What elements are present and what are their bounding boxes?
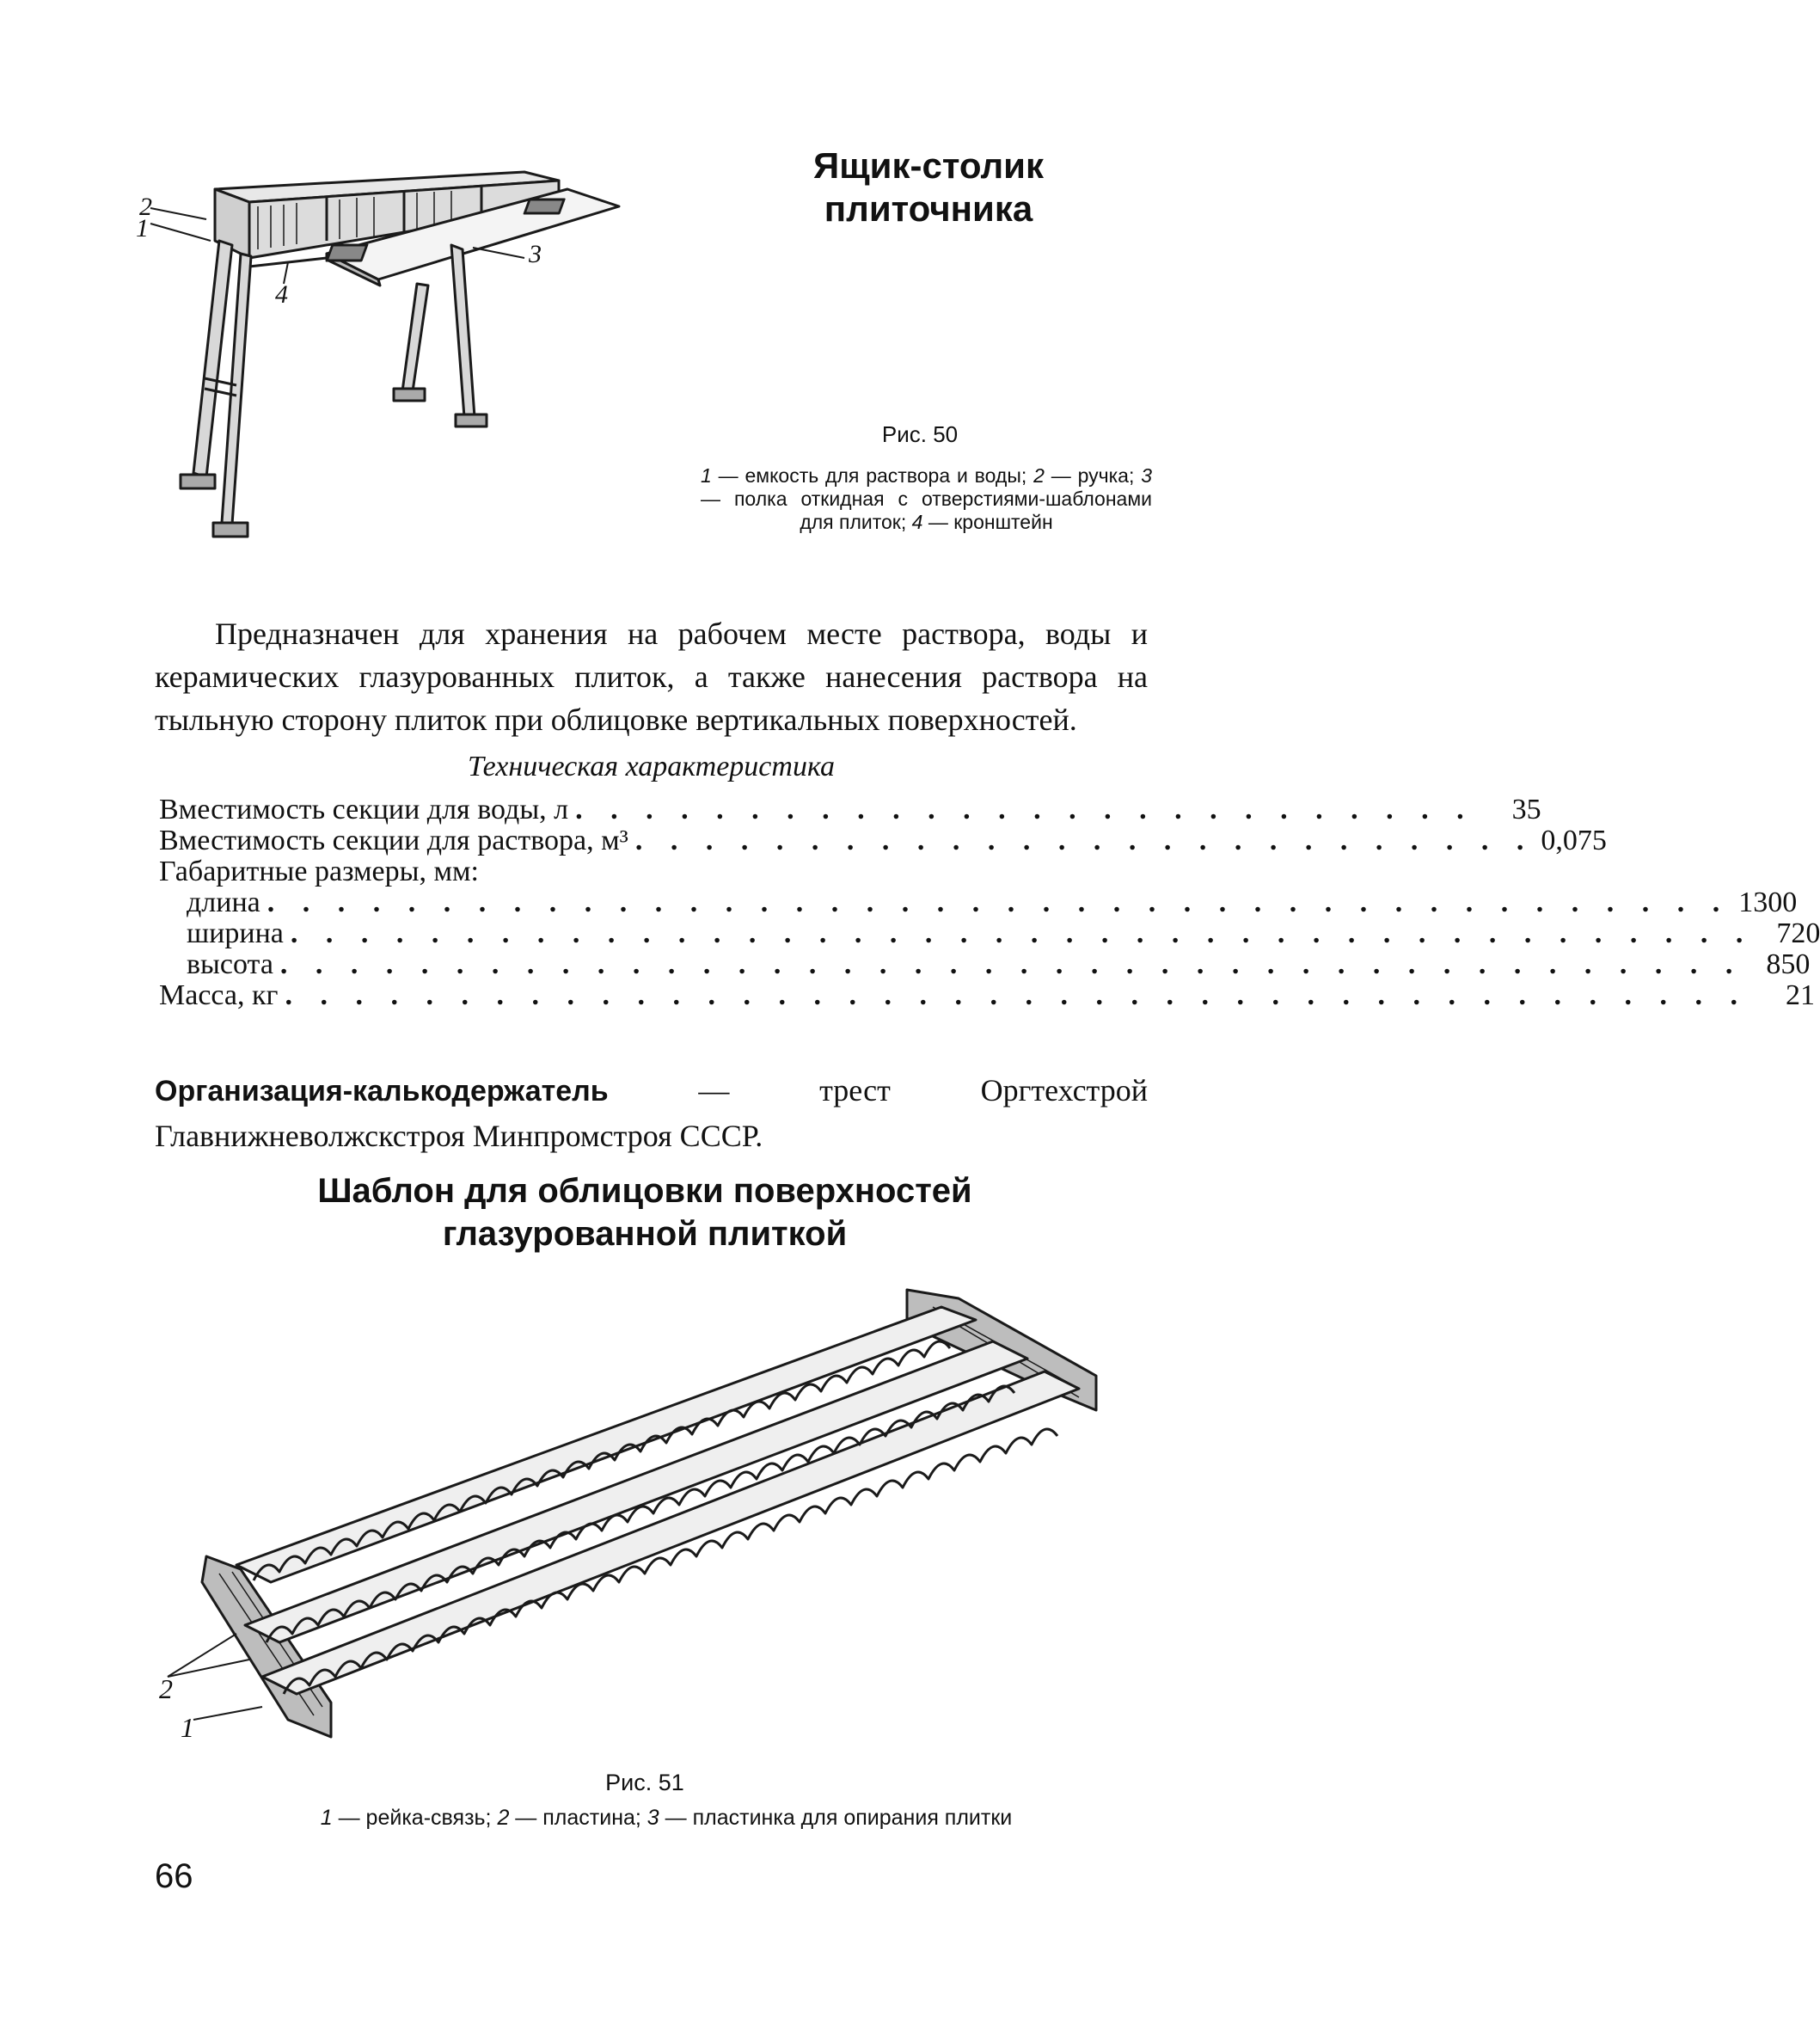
organization-paragraph [155, 1068, 1148, 1158]
spec-label: Вместимость секции для воды, л [159, 794, 569, 825]
spec-value: 1300 [1738, 887, 1798, 918]
callout-3: 3 [529, 240, 542, 268]
spec-label: ширина [187, 917, 284, 949]
caption-text: — ручка; [1044, 464, 1142, 487]
figure-50-caption [701, 464, 1152, 534]
figure-51-template-illustration [159, 1273, 1113, 1754]
spec-value: 21 [1785, 979, 1815, 1011]
leader-dots: . . . . . . . . . . . . . . . . . . . . . . . . . . . . . . . . . . . . . . . . . . [279, 948, 1743, 980]
spec-label: Габаритные размеры, мм: [159, 856, 479, 887]
figure-51-caption [206, 1806, 1126, 1831]
spec-row [159, 979, 1815, 1011]
leader-dots: . . . . . . . . . . . . . . . . . . . . . . . . . . . . . . . . . . . . . . . . . . [285, 979, 1748, 1011]
figure-51-label: Рис. 51 [605, 1770, 684, 1795]
leader-dots: . . . . . . . . . . . . . . . . . . . . . . . . . . [634, 825, 1535, 856]
caption-num: 2 [1033, 464, 1045, 487]
callout-1: 1 [181, 1712, 194, 1743]
callout-2: 2 [139, 193, 152, 221]
org-label: Организация-калькодержатель [155, 1075, 609, 1108]
spec-value: 850 [1766, 948, 1811, 980]
callout-4: 4 [275, 280, 288, 309]
section-title-tile-table [748, 144, 1109, 230]
caption-num: 1 [320, 1806, 333, 1830]
title-line-1: Ящик-столик [813, 145, 1044, 186]
title-line-1: Шаблон для облицовки поверхностей [317, 1172, 972, 1210]
caption-num: 3 [646, 1806, 659, 1830]
spec-row [159, 917, 1820, 949]
spec-value: 0,075 [1541, 825, 1607, 856]
callout-2: 2 [159, 1673, 173, 1704]
spec-row [159, 948, 1811, 980]
section-title-tiling-template [232, 1169, 1057, 1255]
spec-value: 720 [1776, 917, 1820, 949]
caption-text: — кронштейн [922, 511, 1053, 533]
caption-text: — рейка-связь; [332, 1806, 498, 1830]
figure-50-box-table-illustration [136, 155, 679, 576]
caption-num: 4 [911, 511, 923, 533]
spec-table [159, 794, 1820, 1011]
callout-1: 1 [136, 214, 149, 242]
spec-row [159, 887, 1798, 918]
title-line-2: глазурованной плиткой [442, 1215, 848, 1253]
leader-dots: . . . . . . . . . . . . . . . . . . . . . . . . . . . . . . . . . . . . . . . . . . [290, 917, 1754, 949]
caption-num: 1 [701, 464, 712, 487]
description-paragraph: Предназначен для хранения на рабочем месте раствора, воды и керамических глазурованных плиток, а также нанесения раствора на тыльную сторону плиток при облицовке вертикальных поверхностей. [155, 617, 1148, 737]
caption-text: — полка откидная с отверстиями-шаблонами для плиток; [701, 488, 1152, 533]
spec-label: длина [187, 887, 260, 918]
spec-row [159, 794, 1541, 825]
leader-dots: . . . . . . . . . . . . . . . . . . . . . . . . . . . . . . . . . . . . . . . . . . [267, 887, 1731, 918]
caption-num: 3 [1141, 464, 1152, 487]
leader-dots: . . . . . . . . . . . . . . . . . . . . . . . . . . [575, 794, 1474, 825]
title-line-2: плиточника [824, 188, 1033, 229]
spec-label: Вместимость секции для раствора, м³ [159, 825, 628, 856]
page-number: 66 [155, 1857, 193, 1895]
figure-50-label: Рис. 50 [881, 421, 959, 447]
spec-value: 35 [1511, 794, 1541, 825]
spec-title: Техническая характеристика [467, 751, 836, 782]
caption-text: — емкость для раствора и воды; [711, 464, 1034, 487]
caption-num: 2 [497, 1806, 510, 1830]
spec-label: высота [187, 948, 273, 980]
caption-text: — пластина; [509, 1806, 647, 1830]
spec-row-heading [159, 856, 1148, 887]
spec-label: Масса, кг [159, 979, 279, 1011]
org-text: — трест Оргтехстрой Главнижневолжскстроя Минпромстроя СССР. [155, 1073, 1148, 1153]
caption-text: — пластинка для опирания плитки [659, 1806, 1013, 1830]
spec-row [159, 825, 1607, 856]
